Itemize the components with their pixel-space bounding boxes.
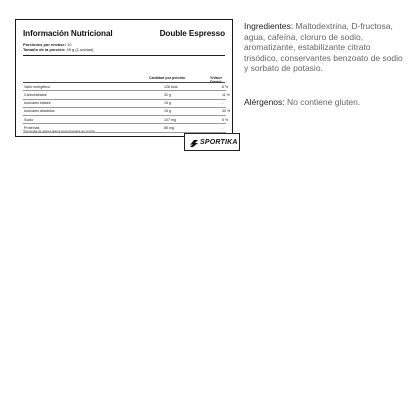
nutrient-name: Proteínas xyxy=(24,126,40,131)
label-header xyxy=(23,29,225,39)
nutrient-daily-value: 5 % xyxy=(222,117,229,122)
nutrient-daily-value: 11 % xyxy=(222,92,230,97)
nutrient-daily-value: 30 % xyxy=(222,109,231,114)
allergens-text: No contiene gluten. xyxy=(284,97,361,107)
table-row xyxy=(23,91,230,99)
nutrient-amount: 15 g xyxy=(164,109,171,114)
ingredients-block xyxy=(244,21,404,74)
table-row xyxy=(23,108,231,116)
table-row xyxy=(23,116,229,124)
nutrient-daily-value: - xyxy=(222,126,224,131)
servings-value: 10 xyxy=(67,42,72,47)
portion-size xyxy=(23,47,93,52)
label-title: Información Nutricional xyxy=(23,29,113,38)
serving-info xyxy=(23,42,93,52)
column-header-daily-value: %Valor Diario* xyxy=(210,76,222,84)
nutrient-daily-value: 6 % xyxy=(222,84,229,89)
ingredients-text: Maltodextrina, D-fructosa, agua, cafeína, cloruro de sodio, aromatizante, estabilizante citrato trisódico, conservantes benzoato de sodio y sorbato de potasio. xyxy=(244,21,403,73)
nutrient-name: Sodio xyxy=(24,117,34,122)
allergens-label: Alérgenos: xyxy=(244,97,285,107)
table-row xyxy=(23,100,226,108)
allergens-block xyxy=(244,97,404,108)
table-row xyxy=(23,83,229,91)
portion-value: 45 g (1 unidad) xyxy=(66,47,94,52)
nutrient-amount: 85 mg xyxy=(164,126,174,131)
product-name: Double Espresso xyxy=(159,29,225,38)
ingredients-label: Ingredientes: xyxy=(244,21,294,31)
servings-label: Porciones por envase: xyxy=(23,42,66,47)
nutrient-amount: 32 g xyxy=(164,92,171,97)
footnote: *Porcentaje de valores diarios proporcionados por porción xyxy=(23,129,95,133)
nutrition-label xyxy=(15,19,238,146)
divider-thick xyxy=(23,55,225,56)
sportika-mark-icon xyxy=(189,138,199,148)
nutrient-name: Azúcares añadidos xyxy=(24,109,55,114)
portion-label: Tamaño de la porción: xyxy=(23,47,66,52)
brand-logo xyxy=(184,133,240,151)
nutrient-name: Azúcares totales xyxy=(24,101,51,106)
nutrient-daily-value: - xyxy=(222,101,224,106)
nutrient-table xyxy=(23,83,231,133)
nutrient-name: Valor energético xyxy=(24,84,50,89)
brand-logo-text: SPORTIKA xyxy=(200,139,238,146)
nutrient-amount: 15 g xyxy=(164,101,171,106)
nutrient-amount: 107 mg xyxy=(164,117,176,122)
nutrient-amount: 128 kcal xyxy=(164,84,178,89)
nutrient-name: Carbohidratos xyxy=(24,92,47,97)
column-header-amount: Cantidad por porción xyxy=(149,76,186,80)
